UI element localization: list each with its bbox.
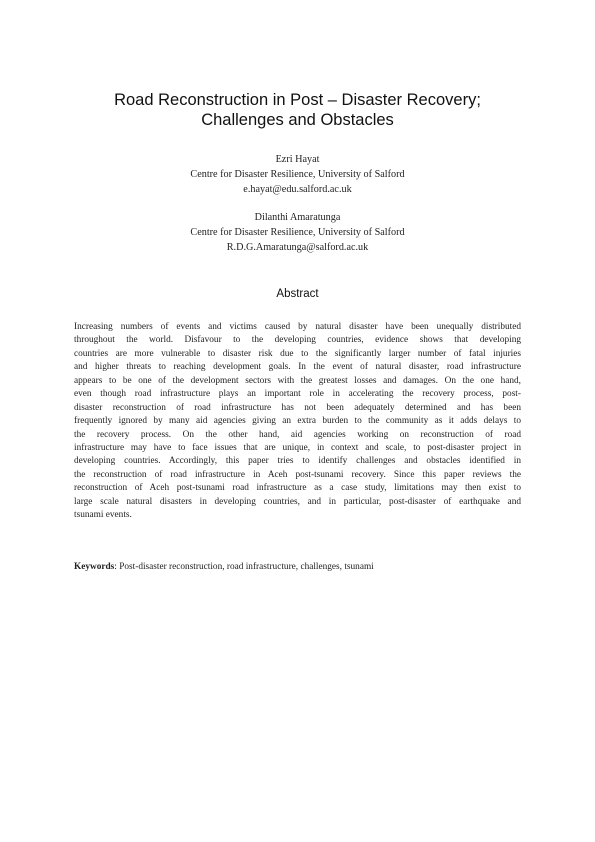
keywords-text: : Post-disaster reconstruction, road infrastructure, challenges, tsunami (114, 562, 374, 572)
abstract-line: frequently ignored by many aid agencies giving an extra burden to the community as it adds delays to (74, 416, 521, 427)
author-name: Ezri Hayat (275, 154, 320, 165)
author-affiliation: Centre for Disaster Resilience, University of Salford (190, 169, 405, 180)
author-name: Dilanthi Amaratunga (254, 212, 341, 223)
author-affiliation: Centre for Disaster Resilience, University of Salford (190, 227, 405, 238)
abstract-line: large scale natural disasters in developing countries, and in particular, post-disaster of earthquake and (74, 496, 521, 507)
keywords (74, 561, 521, 574)
author-list (0, 152, 595, 268)
abstract-line: and higher threats to reaching development goals. In the event of natural disaster, road infrastructure (74, 362, 521, 373)
abstract-line: developing countries. Accordingly, this paper tries to identify challenges and obstacles identified in (74, 456, 521, 467)
abstract-line: throughout the world. Disfavour to the developing countries, evidence shows that developing (74, 335, 521, 346)
author-email: e.hayat@edu.salford.ac.uk (243, 184, 352, 195)
abstract-body (74, 321, 521, 523)
abstract-line: the recovery process. On the other hand, aid agencies working on reconstruction of road (74, 429, 521, 440)
abstract-line: disaster reconstruction of road infrastructure has not been adequately determined and has been (74, 402, 521, 413)
author-email: R.D.G.Amaratunga@salford.ac.uk (226, 242, 369, 253)
abstract-line: reconstruction of Aceh post-tsunami road infrastructure as a case study, limitations may then exist to (74, 483, 521, 494)
abstract-line: appears to be one of the development sectors with the greatest losses and damages. On the one hand, (74, 375, 521, 386)
abstract-line: Increasing numbers of events and victims caused by natural disaster have been unequally distributed (74, 322, 521, 332)
abstract-heading: Abstract (276, 288, 319, 300)
paper-title-line-2: Challenges and Obstacles (201, 111, 394, 129)
paper-title (40, 90, 555, 130)
abstract-line: infrastructure may have to face issues that are unique, in context and scale, to post-disaster project in (74, 442, 521, 453)
author-block (0, 210, 595, 255)
abstract-line: countries are more vulnerable to disaster risk due to the significantly larger number of fatal injuries (74, 348, 521, 359)
abstract-line: even though road infrastructure plays an important role in accelerating the recovery process, post- (74, 389, 521, 400)
author-block (0, 152, 595, 197)
keywords-label: Keywords (74, 562, 115, 572)
abstract-line: the reconstruction of road infrastructure in Aceh post-tsunami recovery. Since this paper reviews the (74, 469, 521, 480)
abstract-line: tsunami events. (74, 510, 132, 521)
paper-title-line-1: Road Reconstruction in Post – Disaster Recovery; (114, 91, 481, 109)
